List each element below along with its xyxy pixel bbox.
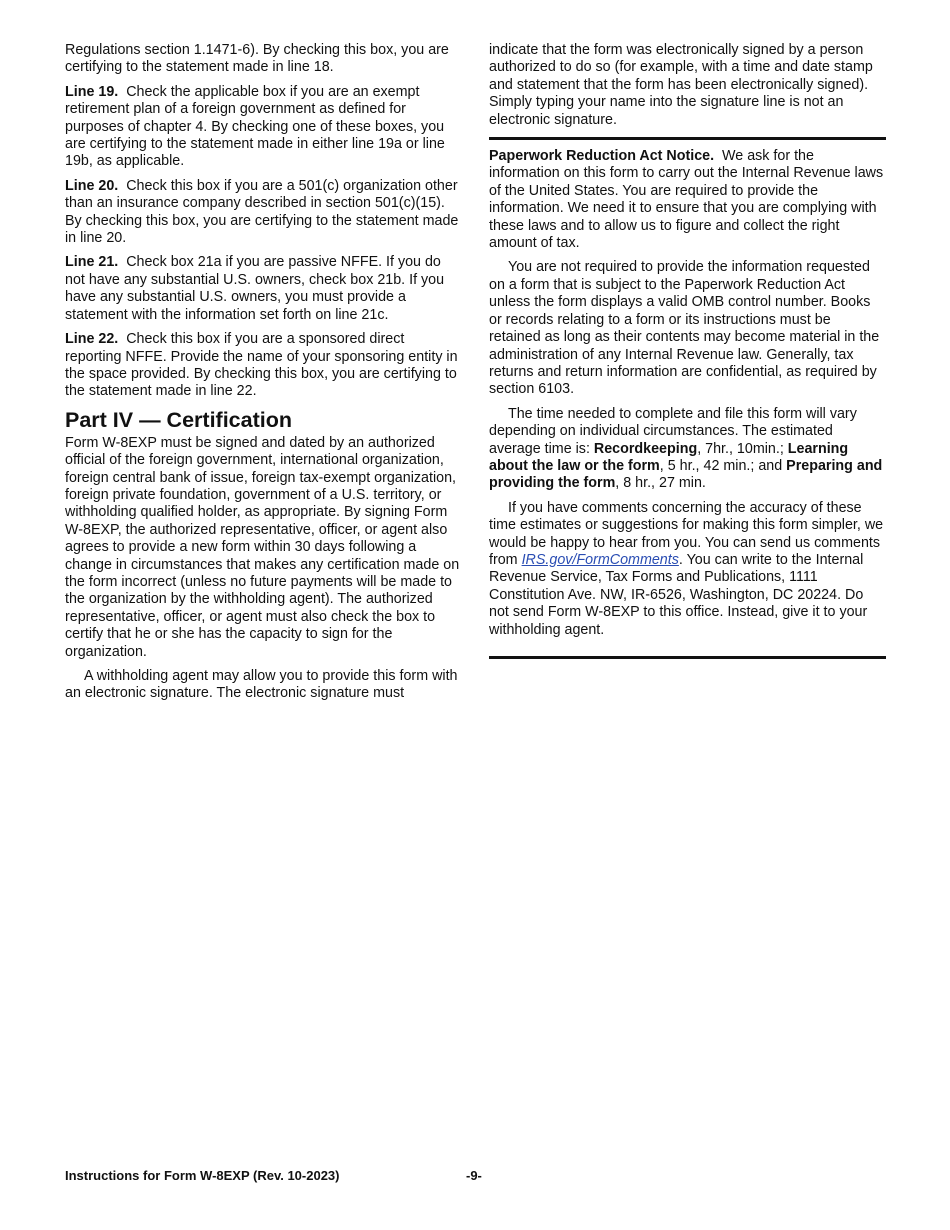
right-column bbox=[489, 42, 886, 667]
time-estimate-text-2: , 7hr., 10min.; bbox=[697, 440, 788, 457]
omb-paragraph: You are not required to provide the information requested on a form that is subject to the Paperwork Reduction Act unless the form displays a valid OMB control number. Books or records relating to a form or its instructions must be retained as long as their contents may become material in the administration of any Internal Revenue law. Generally, tax returns and return information are confidential, as required by section 6103. bbox=[489, 259, 880, 398]
line-22-text: Check this box if you are a sponsored direct reporting NFFE. Provide the name of your sponsoring entity in the space provided. By checking this box, you are certifying to the statement made in line 22. bbox=[65, 331, 458, 400]
line-20-paragraph bbox=[65, 178, 462, 248]
comments-paragraph bbox=[489, 500, 886, 639]
line-20-label: Line 20. bbox=[65, 177, 119, 194]
page-number: -9- bbox=[466, 1168, 482, 1183]
line-22-paragraph bbox=[65, 331, 462, 401]
footer-title: Instructions for Form W-8EXP (Rev. 10-2023) bbox=[65, 1168, 340, 1183]
line-21-text: Check box 21a if you are passive NFFE. If you do not have any substantial U.S. owners, check box 21b. If you have any substantial U.S. owners, you must provide a statement with the information set forth on line 21c. bbox=[65, 254, 445, 323]
electronic-signature-paragraph: A withholding agent may allow you to provide this form with an electronic signature. The electronic signature must bbox=[65, 668, 458, 702]
line-19-paragraph bbox=[65, 84, 462, 171]
paperwork-reduction-heading: Paperwork Reduction Act Notice. bbox=[489, 148, 715, 165]
learning-label: Learning about the law or the form bbox=[489, 440, 849, 474]
comments-text-1: If you have comments concerning the accuracy of these time estimates or suggestions for making this form simpler, we would be happy to hear from you. You can send us comments from bbox=[489, 499, 884, 568]
recordkeeping-label: Recordkeeping bbox=[593, 440, 698, 457]
line-22-label: Line 22. bbox=[65, 331, 119, 348]
paperwork-reduction-paragraph bbox=[489, 148, 886, 252]
electronic-signature-continued: indicate that the form was electronically signed by a person authorized to do so (for example, with a time and date stamp and statement that the form has been electronically signed). Simply typing your name into the signature line is not an electronic signature. bbox=[489, 42, 873, 128]
part-iv-heading: Part IV — Certification bbox=[65, 407, 292, 432]
certification-paragraph: Form W-8EXP must be signed and dated by an authorized official of the foreign government, international organization, foreign central bank of issue, foreign tax-exempt organization, foreign private foundation, government of a U.S. territory, or withholding qualified holder, as appropriate. By signing Form W-8EXP, the authorized representative, officer, or agent also agrees to provide a new form within 30 days following a change in circumstances that makes any certification made on the form incorrect (unless no future payments will be made to the organization by the withholding agent). The authorized representative, officer, or agent must also check the box to certify that he or she has the capacity to sign for the organization. bbox=[65, 434, 460, 660]
paperwork-reduction-text: We ask for the information on this form to carry out the Internal Revenue laws of the United States. You are required to provide the information. We need it to ensure that you are complying with these laws and to allow us to figure and collect the right amount of tax. bbox=[489, 148, 884, 252]
preparing-label: Preparing and providing the form bbox=[489, 457, 883, 492]
section-divider bbox=[489, 137, 886, 140]
comments-text-2: . You can write to the Internal Revenue Service, Tax Forms and Publications, 1111 Constitution Ave. NW, IR-6526, Washington, DC 20224. Do not send Form W-8EXP to this office. Instead, give it to your withholding agent. bbox=[489, 551, 868, 638]
time-estimate-text-3: , 5 hr., 42 min.; and bbox=[659, 457, 787, 474]
line-19-label: Line 19. bbox=[65, 83, 119, 100]
left-column bbox=[65, 42, 462, 710]
form-comments-link[interactable]: IRS.gov/FormComments bbox=[521, 551, 679, 568]
line-21-paragraph bbox=[65, 254, 462, 324]
line-21-label: Line 21. bbox=[65, 254, 119, 271]
intro-paragraph: Regulations section 1.1471-6). By checking this box, you are certifying to the statement made in line 18. bbox=[65, 42, 449, 76]
line-20-text: Check this box if you are a 501(c) organization other than an insurance company described in section 501(c)(15). By checking this box, you are certifying to the statement made in line 20. bbox=[65, 177, 459, 247]
line-19-text: Check the applicable box if you are an exempt retirement plan of a foreign government as defined for purposes of chapter 4. By checking one of these boxes, you are certifying to the statement made in either line 19a or line 19b, as applicable. bbox=[65, 83, 445, 170]
time-estimate-paragraph bbox=[489, 406, 886, 493]
end-divider bbox=[489, 656, 886, 659]
time-estimate-text-4: , 8 hr., 27 min. bbox=[615, 475, 706, 492]
time-estimate-text-1: The time needed to complete and file this form will vary depending on individual circumstances. The estimated average time is: bbox=[489, 405, 857, 457]
